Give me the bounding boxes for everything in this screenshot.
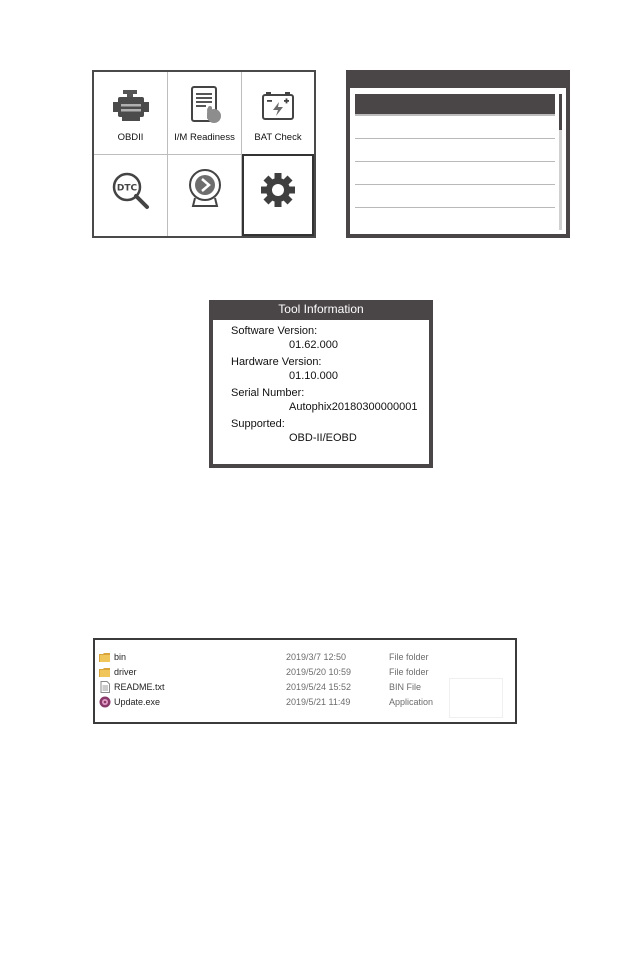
serial-number-value: Autophix20180300000001: [289, 401, 418, 413]
menu-item-label: I/M Readiness: [174, 132, 235, 143]
file-name: driver: [114, 667, 137, 677]
application-icon: [99, 696, 111, 708]
hardware-version-value: 01.10.000: [289, 370, 338, 382]
main-menu-grid: [92, 70, 316, 238]
list-item[interactable]: [355, 165, 555, 185]
engine-icon: [112, 86, 150, 126]
file-row-readme[interactable]: [95, 680, 515, 695]
menu-item-settings[interactable]: [242, 154, 314, 236]
list-item[interactable]: [355, 188, 555, 208]
tool-information-body: [213, 320, 429, 464]
dtc-magnifier-icon: [109, 171, 153, 211]
list-scrollbar-thumb[interactable]: [559, 94, 562, 130]
software-version-value: 01.62.000: [289, 339, 338, 351]
menu-item-label: OBDII: [117, 132, 144, 143]
serial-number-label: Serial Number:: [231, 387, 305, 399]
dtc-text: DTC: [116, 183, 137, 194]
tablet-touch-icon: [187, 86, 223, 126]
folder-icon: [99, 666, 111, 678]
file-type: BIN File: [389, 682, 422, 692]
list-item[interactable]: [355, 119, 555, 139]
hardware-version-label: Hardware Version:: [231, 356, 322, 368]
gear-icon: [259, 170, 297, 210]
text-file-icon: [99, 681, 111, 693]
menu-item-dtc-lookup[interactable]: [94, 155, 167, 236]
battery-icon: [260, 86, 296, 126]
file-date: 2019/5/24 15:52: [286, 682, 352, 692]
menu-item-label: BAT Check: [254, 132, 302, 143]
file-date: 2019/5/21 11:49: [286, 697, 351, 707]
file-row-bin[interactable]: [95, 650, 515, 665]
file-row-update-exe[interactable]: [95, 695, 515, 710]
play-stand-icon: [187, 169, 223, 209]
supported-value: OBD-II/EOBD: [289, 432, 357, 444]
list-item[interactable]: [355, 142, 555, 162]
file-type: File folder: [389, 667, 429, 677]
file-date: 2019/3/7 12:50: [286, 652, 347, 662]
file-name: README.txt: [114, 682, 165, 692]
menu-item-review[interactable]: [168, 155, 241, 236]
file-type: File folder: [389, 652, 429, 662]
menu-item-obdii[interactable]: [94, 72, 167, 154]
file-type: Application: [389, 697, 434, 707]
file-row-driver[interactable]: [95, 665, 515, 680]
dialog-title: Tool Information: [278, 302, 364, 316]
file-explorer-list: [93, 638, 517, 724]
menu-item-bat-check[interactable]: [242, 72, 314, 154]
file-name: bin: [114, 652, 127, 662]
list-item-selected[interactable]: [355, 94, 555, 116]
tool-information-dialog: [209, 300, 433, 468]
file-date: 2019/5/20 10:59: [286, 667, 352, 677]
settings-list-panel: [346, 70, 570, 238]
settings-list: [350, 88, 566, 234]
folder-icon: [99, 651, 111, 663]
software-version-label: Software Version:: [231, 325, 318, 337]
supported-label: Supported:: [231, 418, 285, 430]
menu-item-im-readiness[interactable]: [168, 72, 241, 154]
file-name: Update.exe: [114, 697, 161, 707]
